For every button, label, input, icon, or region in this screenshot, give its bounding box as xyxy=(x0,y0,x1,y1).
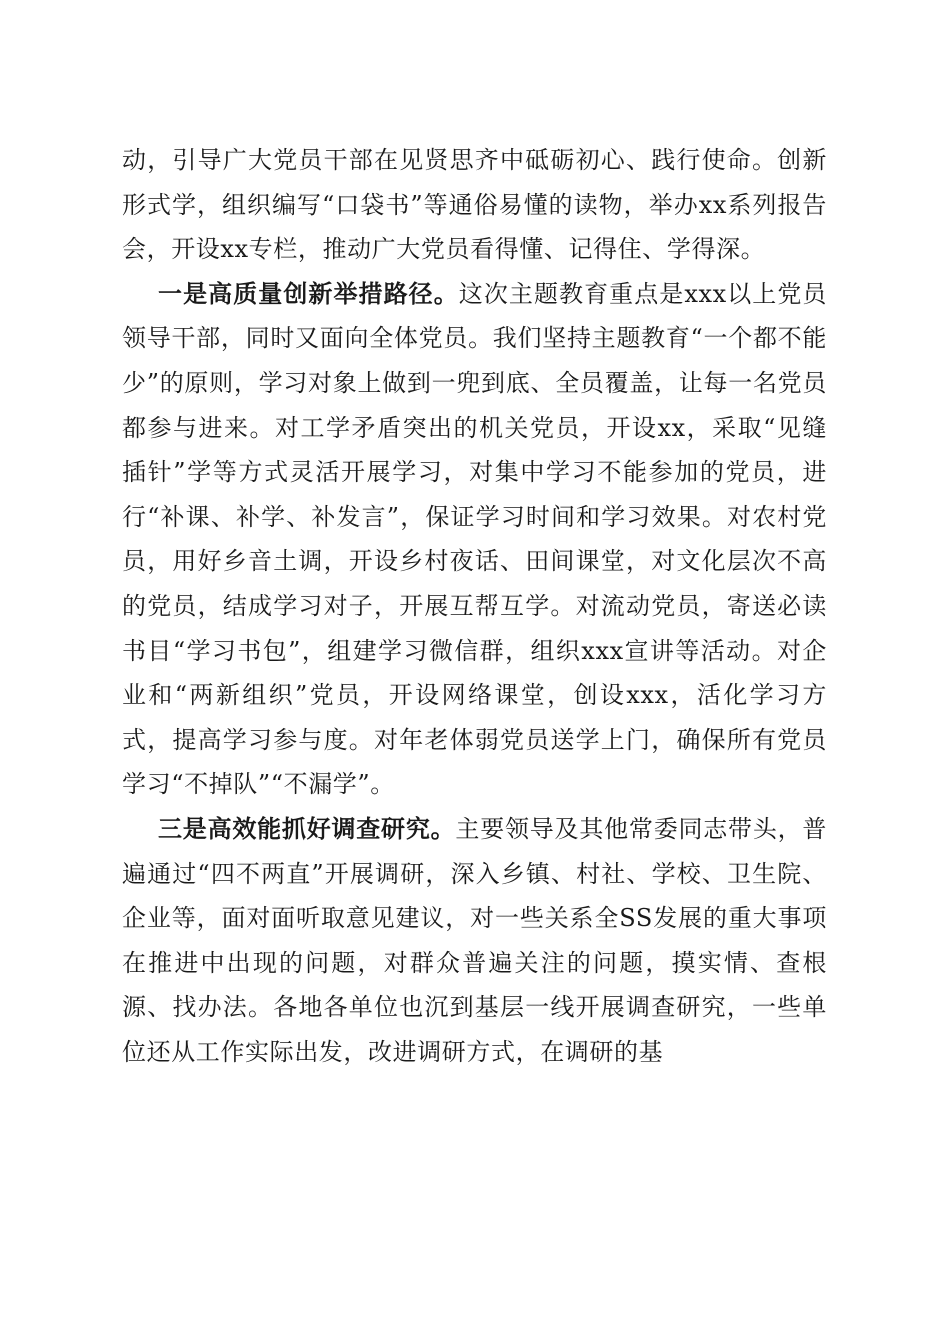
paragraph-lead: 三是高效能抓好调查研究。 xyxy=(158,813,456,843)
paragraph-text: 动，引导广大党员干部在见贤思齐中砥砺初心、践行使命。创新形式学，组织编写“口袋书”等通俗易懂的读物，举办xx系列报告会，开设xx专栏，推动广大党员看得懂、记得住、学得深。 xyxy=(122,146,827,264)
document-body xyxy=(122,138,827,1074)
paragraph-text: 主要领导及其他常委同志带头，普遍通过“四不两直”开展调研，深入乡镇、村社、学校、卫生院、企业等，面对面听取意见建议，对一些关系全SS发展的重大事项在推进中出现的问题，对群众普遍关注的问题，摸实情、查根源、找办法。各地各单位也沉到基层一线开展调查研究，一些单位还从工作实际出发，改进调研方式，在调研的基 xyxy=(122,814,828,1066)
paragraph-lead: 一是高质量创新举措路径。 xyxy=(158,278,459,308)
paragraph-continued xyxy=(122,138,827,272)
paragraph-text: 这次主题教育重点是xxx以上党员领导干部，同时又面向全体党员。我们坚持主题教育“一个都不能少”的原则，学习对象上做到一兜到底、全员覆盖，让每一名党员都参与进来。对工学矛盾突出的机关党员，开设xx，采取“见缝插针”学等方式灵活开展学习，对集中学习不能参加的党员，进行“补课、补学、补发言”，保证学习时间和学习效果。对农村党员，用好乡音土调，开设乡村夜话、田间课堂，对文化层次不高的党员，结成学习对子，开展互帮互学。对流动党员，寄送必读书目“学习书包”，组建学习微信群，组织xxx宣讲等活动。对企业和“两新组织”党员，开设网络课堂，创设xxx，活化学习方式，提高学习参与度。对年老体弱党员送学上门，确保所有党员学习“不掉队”“不漏学”。 xyxy=(122,279,827,799)
paragraph-innovation xyxy=(122,272,827,807)
paragraph-research xyxy=(122,807,827,1075)
